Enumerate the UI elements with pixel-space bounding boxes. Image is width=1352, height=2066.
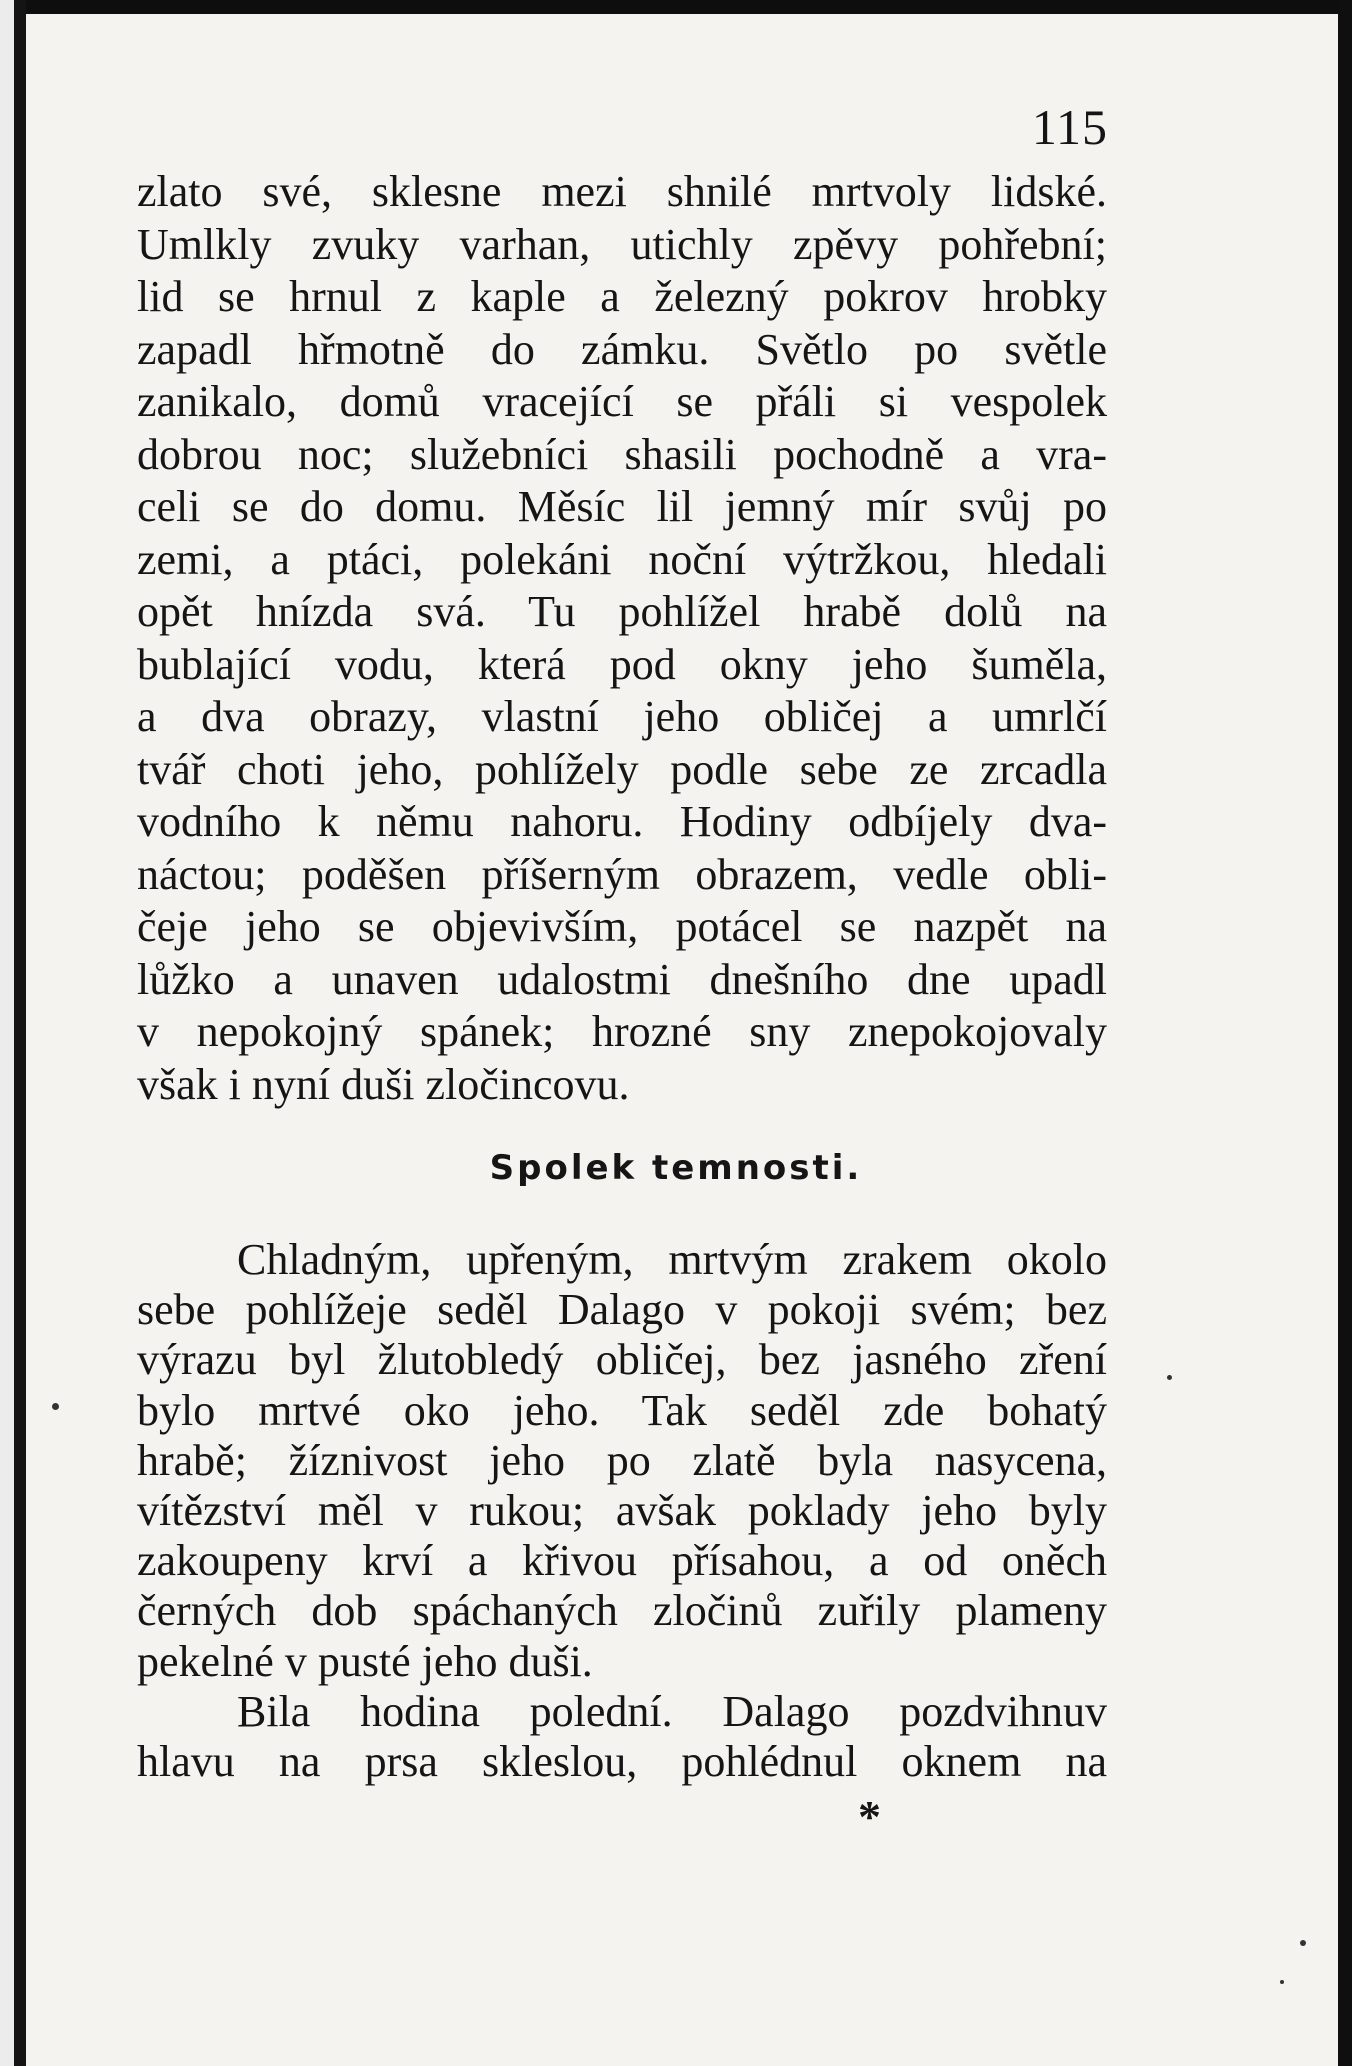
- text-line: bylo mrtvé oko jeho. Tak seděl zde bohatý: [137, 1385, 1107, 1435]
- text-line: celi se do domu. Měsíc lil jemný mír svůj po: [137, 482, 1107, 531]
- text-line: tvář choti jeho, pohlížely podle sebe ze zrcadla: [137, 744, 1107, 794]
- text-line: zakoupeny krví a křivou přísahou, a od oněch: [137, 1536, 1107, 1586]
- text-line: zapadl hřmotně do zámku. Světlo po světle: [137, 324, 1107, 374]
- text-line: bublající vodu, která pod okny jeho šuměla,: [137, 639, 1107, 689]
- scan-border-right: [1338, 0, 1352, 2066]
- text-line: černých dob spáchaných zločinů zuřily plameny: [137, 1586, 1107, 1636]
- text-line: vodního k němu nahoru. Hodiny odbíjely dva-: [137, 797, 1107, 846]
- text-line: opět hnízda svá. Tu pohlížel hrabě dolů na: [137, 587, 1107, 636]
- scan-speck: [1280, 1980, 1284, 1984]
- text-line: náctou; poděšen příšerným obrazem, vedle obli-: [137, 849, 1107, 899]
- paragraph-2: [137, 1235, 1107, 1787]
- text-line: a dva obrazy, vlastní jeho obličej a umrlčí: [137, 692, 1107, 741]
- text-line: v nepokojný spánek; hrozné sny znepokojovaly: [137, 1007, 1107, 1056]
- text-line: Bila hodina polední. Dalago pozdvihnuv: [237, 1686, 1107, 1736]
- text-line: lůžko a unaven udalostmi dnešního dne upadl: [137, 954, 1107, 1004]
- text-line: vítězství měl v rukou; avšak poklady jeho byly: [137, 1485, 1107, 1535]
- scan-speck: [1300, 1940, 1306, 1946]
- text-line: pekelné v pusté jeho duši.: [137, 1636, 593, 1686]
- text-line: však i nyní duši zločincovu.: [137, 1059, 630, 1109]
- text-line: lid se hrnul z kaple a železný pokrov hrobky: [137, 272, 1107, 321]
- text-line: hrabě; žíznivost jeho po zlatě byla nasycena,: [137, 1435, 1107, 1485]
- scan-speck: [52, 1403, 59, 1410]
- scan-speck: [1167, 1375, 1172, 1380]
- chapter-heading: Spolek temnosti.: [489, 1148, 863, 1188]
- text-line: dobrou noc; služebníci shasili pochodně a vra-: [137, 429, 1107, 479]
- paragraph-1: [137, 166, 1107, 1111]
- scan-border-left: [0, 0, 26, 2066]
- text-line: hlavu na prsa skleslou, pohlédnul oknem na: [137, 1736, 1107, 1786]
- page-number: 115: [1031, 99, 1108, 155]
- text-line: Umlkly zvuky varhan, utichly zpěvy pohřební;: [137, 219, 1107, 269]
- signature-asterisk: *: [858, 1791, 881, 1842]
- text-line: zemi, a ptáci, polekáni noční výtržkou, hledali: [137, 534, 1107, 584]
- scan-border-top: [0, 0, 1352, 14]
- text-line: čeje jeho se objevivším, potácel se nazpět na: [137, 902, 1107, 951]
- text-line: Chladným, upřeným, mrtvým zrakem okolo: [237, 1235, 1107, 1284]
- text-line: sebe pohlížeje seděl Dalago v pokoji svém; bez: [137, 1285, 1107, 1335]
- text-line: zlato své, sklesne mezi shnilé mrtvoly lidské.: [137, 167, 1107, 216]
- text-line: výrazu byl žlutobledý obličej, bez jasného zření: [137, 1335, 1107, 1385]
- text-line: zanikalo, domů vracející se přáli si vespolek: [137, 377, 1107, 426]
